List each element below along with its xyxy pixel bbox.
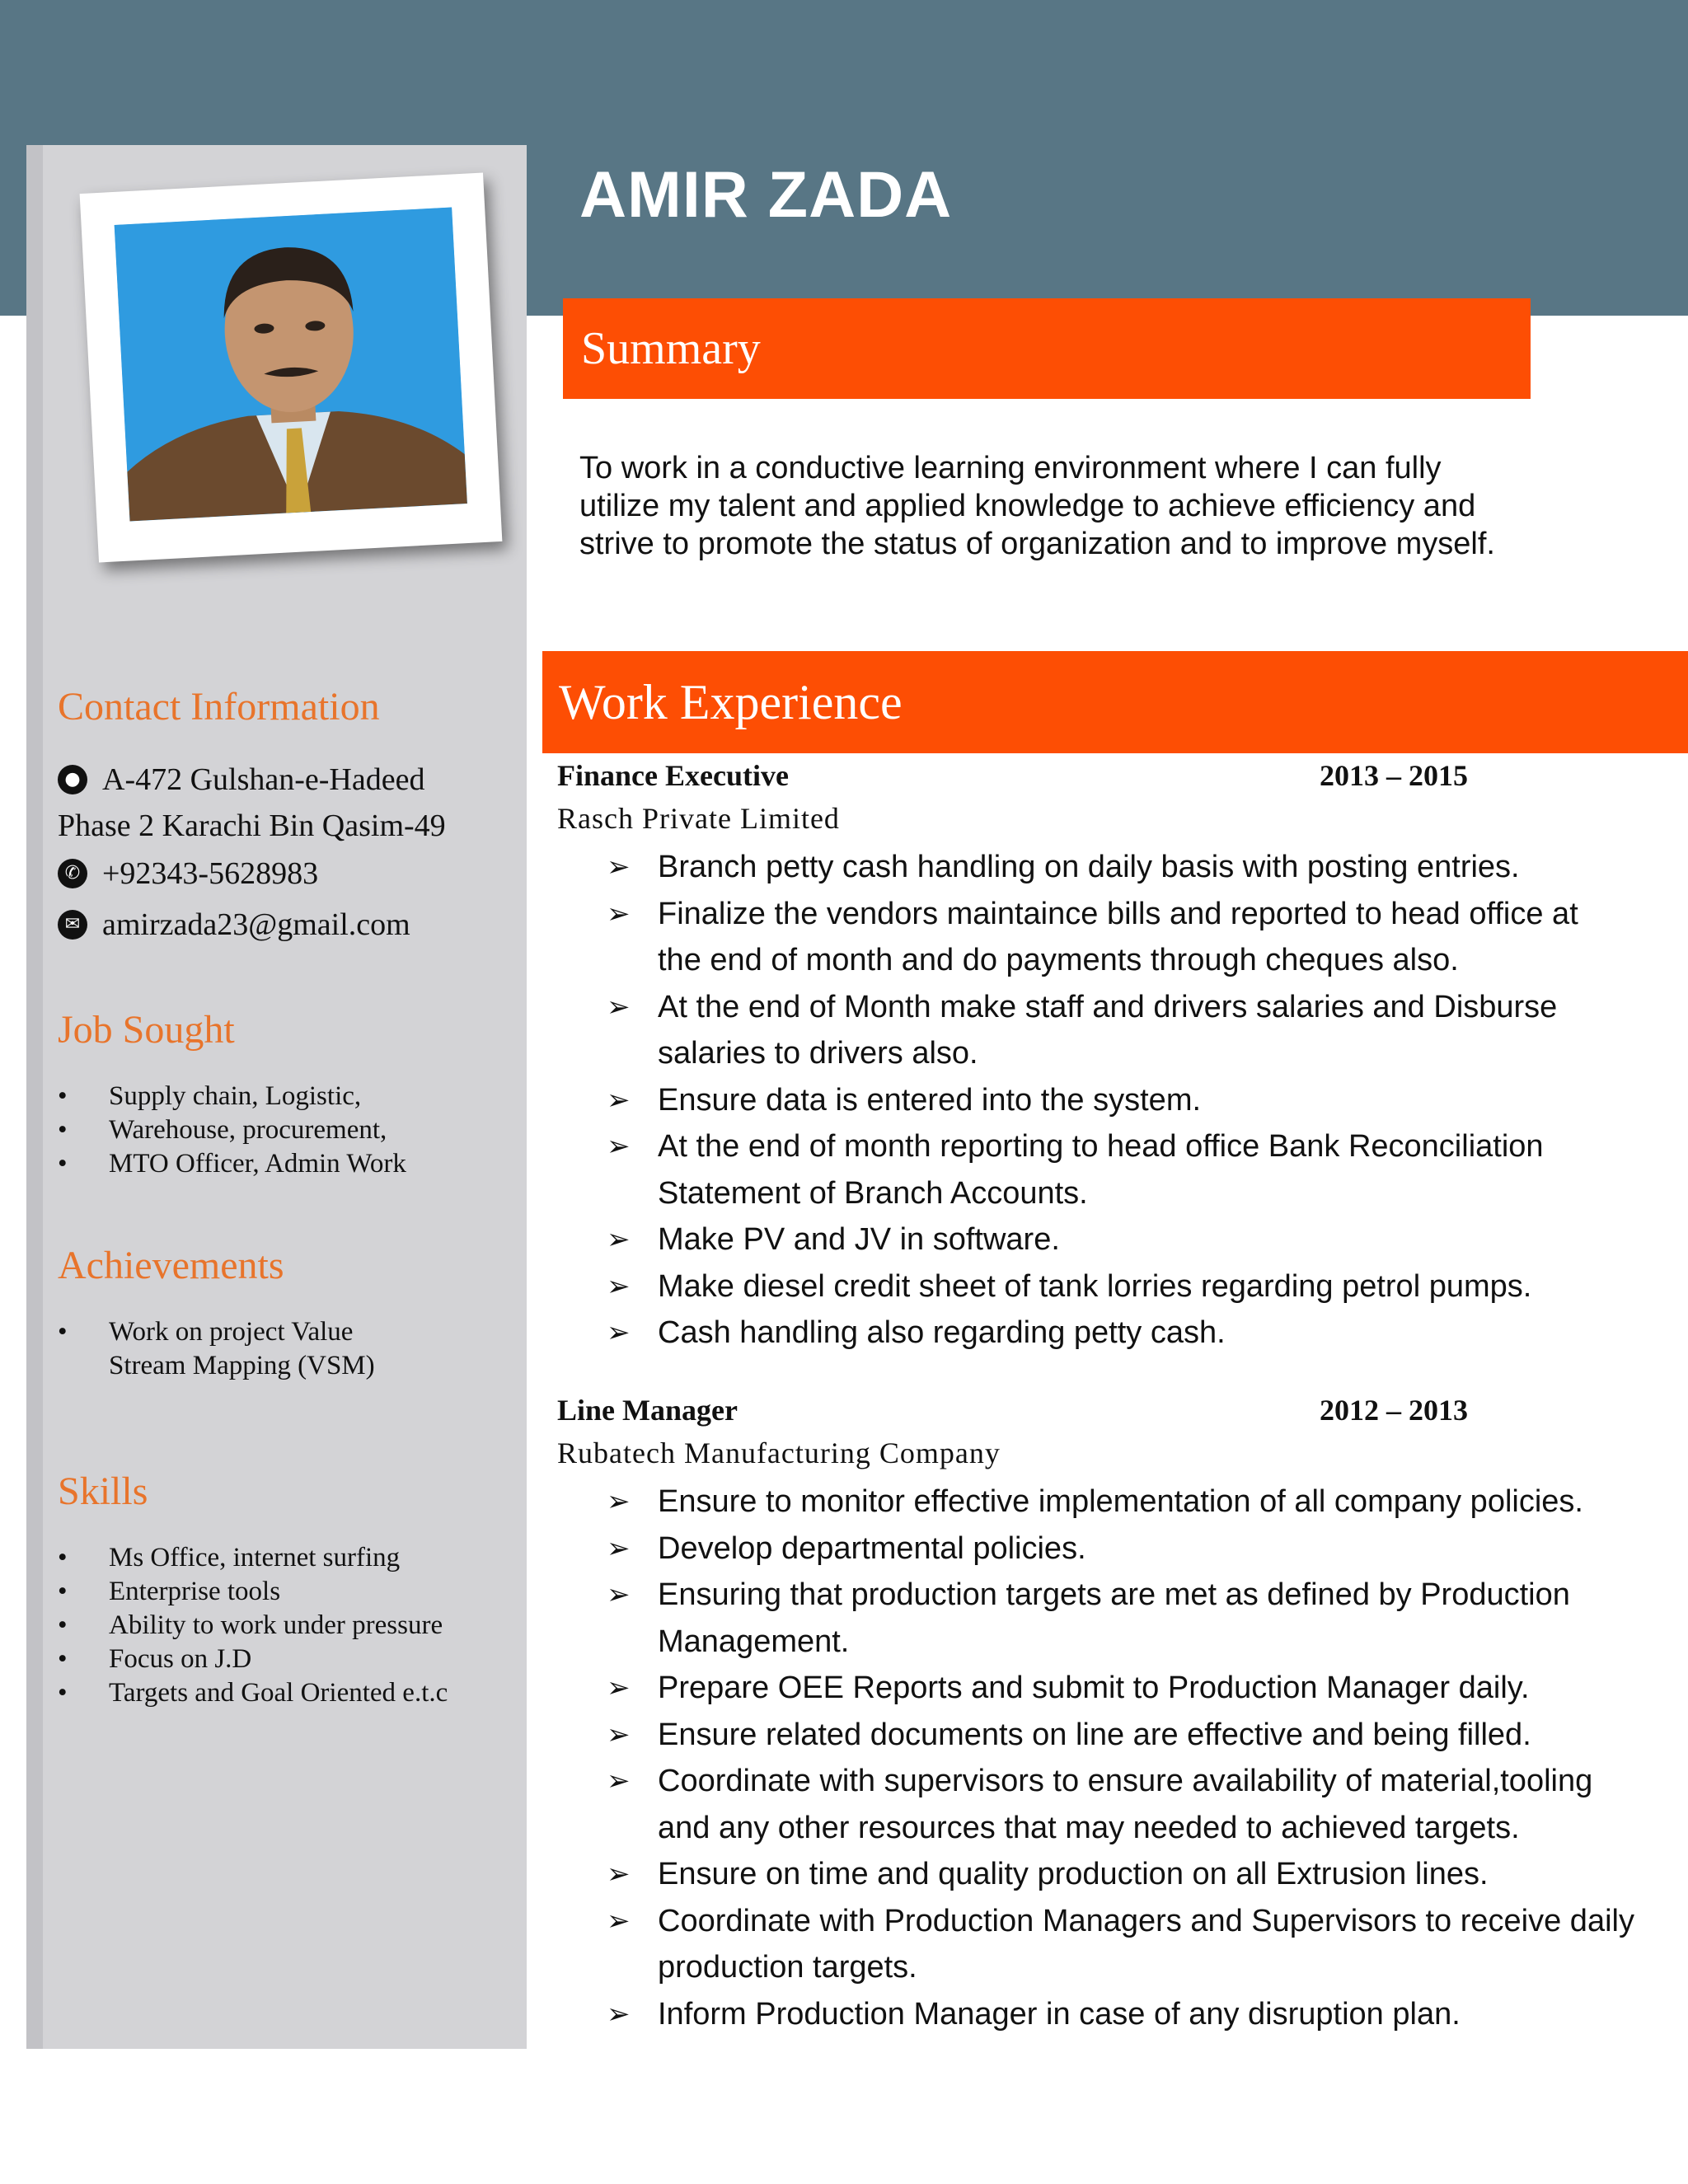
contact-address: [58, 757, 446, 849]
job-duties: [607, 844, 1579, 1357]
address-line2: Phase 2 Karachi Bin Qasim-49: [58, 808, 446, 843]
job-years: 2013 – 2015: [1320, 759, 1468, 792]
duty-item: ➢ Ensure data is entered into the system.: [607, 1077, 1579, 1124]
phone-number: +92343-5628983: [102, 856, 319, 891]
job-sought-list: [58, 1080, 519, 1181]
duty-item: ➢ Coordinate with Production Managers and Supervisors to receive daily production targets.: [607, 1898, 1645, 1991]
duty-item: ➢ Inform Production Manager in case of any disruption plan.: [607, 1991, 1645, 2038]
summary-text: To work in a conductive learning environment where I can fully utilize my talent and applied knowledge to achieve efficiency and strive to promote the status of organization and to improve myself.: [579, 451, 1495, 561]
job-company: Rasch Private Limited: [557, 802, 840, 835]
list-item: • Work on project Value Stream Mapping (VSM): [58, 1315, 404, 1383]
profile-photo: [115, 208, 467, 522]
duty-item: ➢ Ensure on time and quality production on all Extrusion lines.: [607, 1851, 1645, 1898]
duty-item: ➢ Develop departmental policies.: [607, 1526, 1645, 1572]
duty-item: ➢ Ensuring that production targets are met as defined by Production Management.: [607, 1572, 1645, 1665]
achievements-heading: Achievements: [58, 1244, 284, 1287]
email-address: amirzada23@gmail.com: [102, 907, 410, 942]
envelope-icon: ✉: [58, 910, 87, 940]
contact-email: [58, 902, 410, 948]
skills-heading: Skills: [58, 1469, 148, 1513]
list-item: • Targets and Goal Oriented e.t.c: [58, 1676, 519, 1710]
job-sought-heading: Job Sought: [58, 1008, 235, 1052]
skills-list: [58, 1541, 519, 1710]
candidate-name: AMIR ZADA: [579, 157, 953, 231]
list-item: • Ability to work under pressure: [58, 1609, 519, 1643]
duty-item: ➢ At the end of Month make staff and drivers salaries and Disburse salaries to drivers also.: [607, 984, 1579, 1077]
job-duties: [607, 1479, 1645, 2037]
profile-photo-frame: [80, 172, 503, 562]
achievements-list: [58, 1315, 404, 1383]
list-item: • Warehouse, procurement,: [58, 1113, 519, 1147]
duty-item: ➢ Ensure related documents on line are effective and being filled.: [607, 1712, 1645, 1759]
phone-icon: ✆: [58, 859, 87, 888]
list-item: • MTO Officer, Admin Work: [58, 1147, 519, 1181]
contact-heading: Contact Information: [58, 685, 380, 729]
duty-item: ➢ Cash handling also regarding petty cash.: [607, 1310, 1579, 1357]
duty-item: ➢ Ensure to monitor effective implementation of all company policies.: [607, 1479, 1645, 1526]
work-experience-heading: Work Experience: [542, 651, 1688, 753]
duty-item: ➢ Coordinate with supervisors to ensure availability of material,tooling and any other resources that may needed to achieved targets.: [607, 1758, 1645, 1851]
list-item: • Supply chain, Logistic,: [58, 1080, 519, 1113]
list-item: • Enterprise tools: [58, 1575, 519, 1609]
duty-item: ➢ Make PV and JV in software.: [607, 1216, 1579, 1263]
duty-item: ➢ Finalize the vendors maintaince bills and reported to head office at the end of month and do payments through cheques also.: [607, 891, 1579, 984]
summary-heading: Summary: [563, 298, 1531, 399]
job-company: Rubatech Manufacturing Company: [557, 1436, 1001, 1469]
contact-phone: [58, 851, 318, 897]
duty-item: ➢ Prepare OEE Reports and submit to Production Manager daily.: [607, 1665, 1645, 1712]
list-item: • Ms Office, internet surfing: [58, 1541, 519, 1575]
duty-item: ➢ Make diesel credit sheet of tank lorries regarding petrol pumps.: [607, 1263, 1579, 1310]
job-title: Line Manager: [557, 1394, 738, 1427]
job-years: 2012 – 2013: [1320, 1394, 1468, 1427]
job-title: Finance Executive: [557, 759, 789, 792]
duty-item: ➢ Branch petty cash handling on daily basis with posting entries.: [607, 844, 1579, 891]
address-line1: A-472 Gulshan-e-Hadeed: [102, 762, 425, 797]
location-pin-icon: ●: [58, 765, 87, 794]
duty-item: ➢ At the end of month reporting to head office Bank Reconciliation Statement of Branch Accounts.: [607, 1123, 1579, 1216]
list-item: • Focus on J.D: [58, 1643, 519, 1676]
